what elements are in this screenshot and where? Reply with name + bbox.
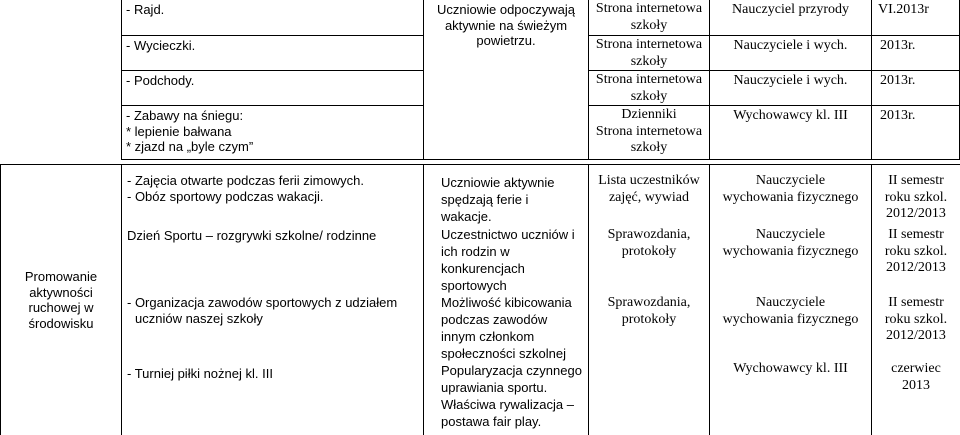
- date-line: II semestr: [888, 295, 944, 310]
- date-line: 2012/2013: [886, 260, 946, 275]
- sources-cell: [588, 164, 710, 435]
- top-action-line: - Zabawy na śniegu:: [126, 108, 244, 123]
- top-responsible-text: Nauczyciele i wych.: [733, 73, 848, 88]
- dates-cell: [871, 164, 960, 435]
- date-line: II semestr: [888, 173, 944, 188]
- top-date-cell: [871, 0, 960, 36]
- date-line: 2013: [902, 377, 930, 393]
- top-action-text: - Wycieczki.: [126, 38, 196, 53]
- action-line: uczniów naszej szkoły: [135, 310, 263, 326]
- top-date-cell: [871, 105, 960, 160]
- responsible-line: Wychowawcy kl. III: [733, 361, 848, 376]
- responsible-line: Nauczyciele: [755, 227, 826, 242]
- actions-cell: [121, 164, 424, 435]
- top-action-cell: [121, 35, 424, 71]
- top-result-line: powietrzu.: [476, 33, 536, 48]
- top-responsible-text: Wychowawcy kl. III: [733, 108, 848, 123]
- top-responsible-text: Nauczyciele i wych.: [733, 38, 848, 53]
- top-source-line: Dzienniki: [621, 107, 677, 122]
- date-line: 2012/2013: [886, 328, 946, 343]
- action-line: Dzień Sportu – rozgrywki szkolne/ rodzinne: [127, 228, 377, 243]
- top-action-line: * lepienie bałwana: [126, 123, 232, 139]
- top-date-cell: [871, 70, 960, 106]
- area-line: aktywności: [29, 284, 93, 300]
- top-action-text: - Rajd.: [126, 2, 165, 17]
- result-line: spędzają ferie i: [441, 192, 529, 207]
- top-source-cell: [588, 35, 710, 71]
- date-line: II semestr: [888, 227, 944, 242]
- top-action-cell: [121, 105, 424, 160]
- source-line: Sprawozdania,: [607, 227, 691, 242]
- area-line: Promowanie: [24, 269, 98, 284]
- results-cell: [423, 164, 589, 435]
- top-responsible-text: Nauczyciel przyrody: [732, 2, 849, 17]
- result-line: innym członkom: [441, 329, 535, 344]
- result-line: ich rodzin w: [441, 244, 510, 259]
- result-line: uprawiania sportu.: [441, 380, 548, 395]
- area-line: ruchowej w: [28, 300, 94, 315]
- result-line: Możliwość kibicowania: [441, 295, 572, 310]
- top-responsible-cell: [709, 35, 872, 71]
- top-source-line: szkoły: [630, 140, 668, 155]
- date-line: roku szkol.: [884, 311, 948, 327]
- source-line: protokoły: [621, 311, 677, 327]
- action-line: - Obóz sportowy podczas wakacji.: [127, 188, 324, 204]
- top-date-text: 2013r.: [880, 108, 916, 123]
- top-source-text: Strona internetowa szkoły: [595, 1, 703, 33]
- top-responsible-cell: [709, 0, 872, 36]
- top-result-cell: [423, 0, 589, 160]
- date-line: roku szkol.: [884, 189, 948, 205]
- result-line: Uczniowie aktywnie: [441, 175, 555, 190]
- action-line: - Turniej piłki nożnej kl. III: [127, 366, 273, 381]
- top-source-line: Strona internetowa: [595, 123, 703, 139]
- responsible-line: wychowania fizycznego: [722, 311, 859, 327]
- responsible-line: wychowania fizycznego: [722, 189, 859, 205]
- responsible-line: Nauczyciele: [755, 173, 826, 188]
- result-line: postawa fair play.: [441, 414, 542, 429]
- top-result-line: Uczniowie odpoczywają: [436, 2, 575, 17]
- top-date-text: 2013r.: [880, 73, 916, 88]
- top-action-cell: [121, 70, 424, 106]
- result-line: Właściwa rywalizacja –: [441, 397, 574, 412]
- top-date-cell: [871, 35, 960, 71]
- result-line: społeczności szkolnej: [441, 346, 567, 361]
- date-line: roku szkol.: [884, 243, 948, 259]
- responsible-cell: [709, 164, 872, 435]
- top-responsible-cell: [709, 70, 872, 106]
- top-source-cell: [588, 105, 710, 160]
- result-line: konkurencjach: [441, 261, 525, 276]
- result-line: podczas zawodów: [441, 312, 548, 327]
- top-date-text: VI.2013r: [878, 2, 929, 17]
- top-action-cell: [121, 0, 424, 36]
- top-action-text: - Podchody.: [126, 73, 195, 88]
- date-line: czerwiec: [891, 361, 941, 376]
- top-responsible-cell: [709, 105, 872, 160]
- top-source-cell: [588, 0, 710, 36]
- source-line: Lista uczestników: [598, 173, 700, 188]
- action-line: - Organizacja zawodów sportowych z udziałem: [127, 295, 398, 310]
- responsible-line: wychowania fizycznego: [722, 243, 859, 259]
- top-date-text: 2013r.: [880, 38, 916, 53]
- responsible-line: Nauczyciele: [755, 295, 826, 310]
- source-line: zajęć, wywiad: [608, 189, 690, 205]
- date-line: 2012/2013: [886, 206, 946, 221]
- area-line: środowisku: [28, 315, 94, 331]
- result-line: sportowych: [441, 278, 507, 293]
- area-cell: [0, 164, 122, 435]
- result-line: Uczestnictwo uczniów i: [441, 227, 575, 242]
- top-action-line: * zjazd na „byle czym”: [126, 139, 254, 154]
- result-line: Popularyzacja czynnego: [441, 363, 582, 378]
- result-line: wakacje.: [441, 209, 492, 224]
- top-source-cell: [588, 70, 710, 106]
- top-source-text: Strona internetowa szkoły: [595, 37, 703, 69]
- source-line: protokoły: [621, 243, 677, 259]
- top-result-line: aktywnie na świeżym: [444, 17, 568, 33]
- action-line: - Zajęcia otwarte podczas ferii zimowych.: [127, 173, 364, 188]
- top-source-text: Strona internetowa szkoły: [595, 72, 703, 104]
- source-line: Sprawozdania,: [607, 295, 691, 310]
